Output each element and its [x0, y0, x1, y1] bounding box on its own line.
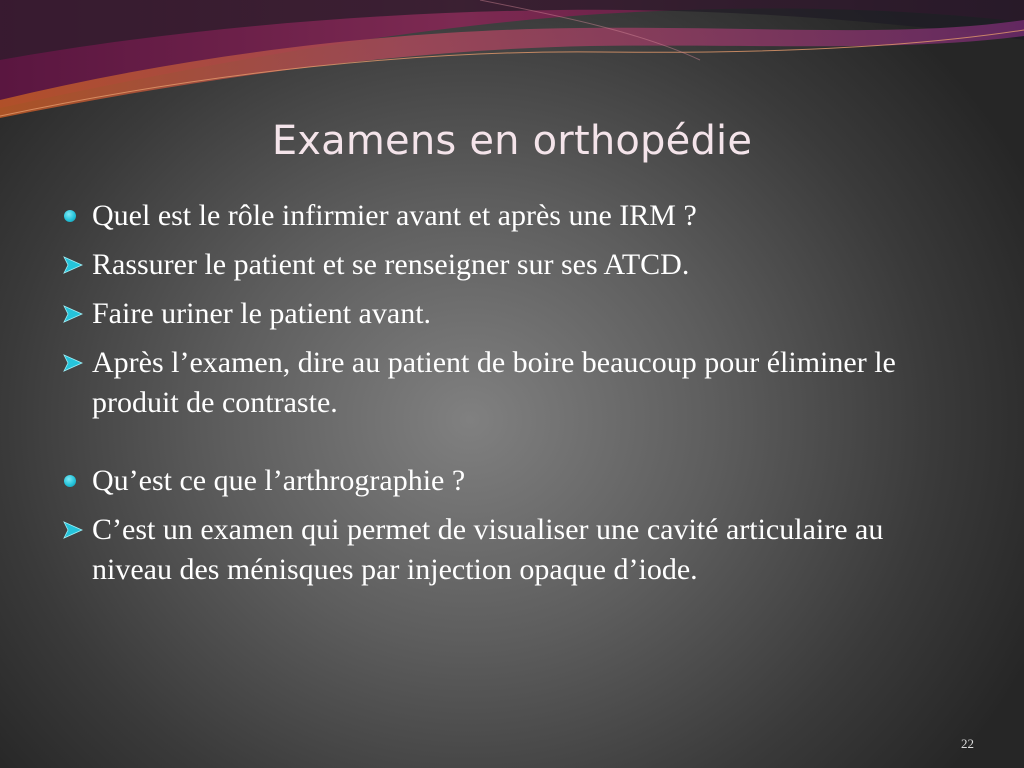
list-item-text: Rassurer le patient et se renseigner sur ses ATCD.: [92, 248, 690, 281]
list-item-text: C’est un examen qui permet de visualiser une cavité articulaire au niveau des ménisques par injection opaque d’iode.: [92, 513, 884, 586]
bullet-dot-icon: [60, 461, 90, 501]
list-item: [60, 510, 960, 590]
decorative-wave-banner: [0, 0, 1024, 130]
list-item-text: Après l’examen, dire au patient de boire beaucoup pour éliminer le produit de contraste.: [92, 346, 896, 419]
arrow-bullet-icon: [60, 343, 90, 383]
slide-number: 22: [961, 736, 974, 751]
list-item: [60, 294, 960, 334]
arrow-bullet-icon: [60, 510, 90, 550]
list-item-text: Faire uriner le patient avant.: [92, 297, 432, 330]
slide-title: Examens en orthopédie: [271, 118, 753, 164]
bullet-list: [60, 196, 960, 599]
list-item-text: Qu’est ce que l’arthrographie ?: [92, 464, 466, 497]
list-item: [60, 461, 960, 501]
list-item-text: Quel est le rôle infirmier avant et après une IRM ?: [92, 199, 697, 232]
bullet-dot-icon: [60, 196, 90, 236]
list-item: [60, 343, 960, 423]
list-item: [60, 245, 960, 285]
arrow-bullet-icon: [60, 245, 90, 285]
arrow-bullet-icon: [60, 294, 90, 334]
list-item: [60, 196, 960, 236]
